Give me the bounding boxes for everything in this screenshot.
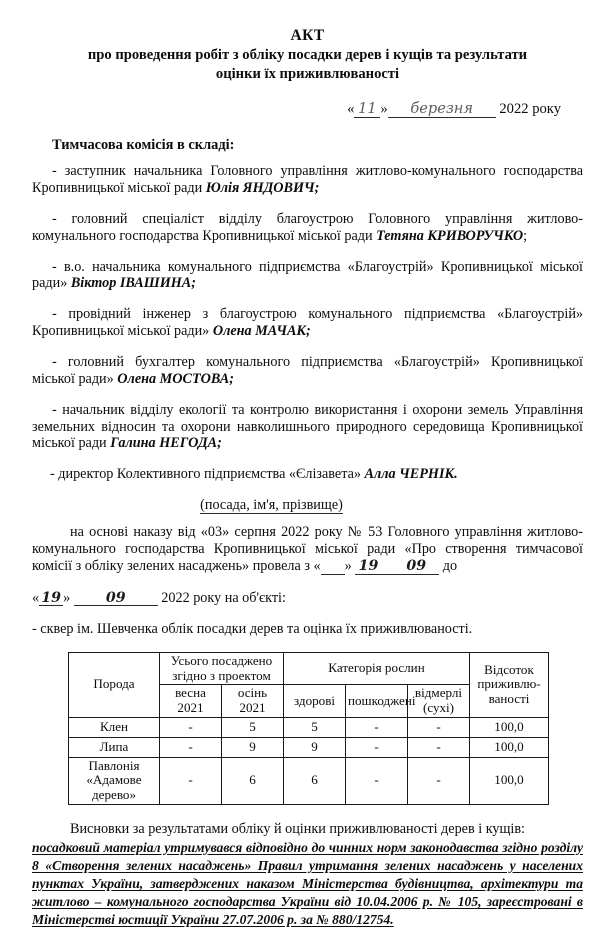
date-month-blank[interactable]: березня [388,101,496,117]
commission-member-2 [32,211,583,245]
table-row [69,717,549,737]
table-row [69,737,549,757]
period-from-month-field[interactable]: 09 [355,559,439,574]
cell-spring: - [160,737,222,757]
commission-member-3 [32,259,583,293]
cell-percent: 100,0 [470,737,549,757]
table-row [69,757,549,804]
order-text-part5: » [63,589,74,606]
object-description: - сквер ім. Шевченка облік посадки дерев та оцінка їх приживлюваності. [32,620,473,637]
order-paragraph-second-line [32,590,583,607]
order-text-part2: » [344,558,356,575]
cell-healthy: 9 [284,737,346,757]
conclusions-paragraph [32,821,583,930]
member-person-name: Галина НЕГОДА; [110,435,222,452]
period-to-day-field[interactable]: 19 [39,591,63,606]
cell-spring: - [160,757,222,804]
member-role-text: - начальник відділу екології та контролю використання і охорони земель Управління земельних відносин та охорони навколишнього природного середовища Кропивницької міської ради [32,401,583,452]
cell-healthy: 5 [284,717,346,737]
cell-dead: - [408,757,470,804]
cell-dead: - [408,717,470,737]
member-role-text: - провідний інженер з благоустрою комунального підприємства «Благоустрій» Кропивницької міської ради» [32,306,583,340]
cell-healthy: 6 [284,757,346,804]
member-person-name: Тетяна КРИВОРУЧКО [376,227,524,244]
member-role-text: - головний бухгалтер комунального підприємства «Благоустрій» Кропивницької міської ради» [32,354,583,387]
cell-spring: - [160,717,222,737]
order-text-part4: « [32,589,40,606]
planting-table [68,652,549,805]
table-body [69,717,549,804]
page-title: АКТ [290,27,325,44]
cell-autumn: 5 [222,717,284,737]
cell-autumn: 9 [222,737,284,757]
th-planted-group: Усього посаджено згідно з проектом [160,652,284,684]
period-to-month-field[interactable]: 09 [74,591,158,606]
commission-member-7 [32,466,583,483]
order-text-part6: 2022 року на об'єкті: [157,589,286,606]
cell-damaged: - [346,717,408,737]
commission-member-4 [32,306,583,340]
member-role-text: - в.о. начальника комунального підприємства «Благоустрій» Кропивницької міської ради» [32,258,583,292]
date-quote-open: « [347,101,355,118]
table-head [69,652,549,717]
th-species: Порода [69,652,160,717]
planting-table-wrapper [32,652,583,805]
commission-member-5 [32,354,583,388]
member-role-text: - заступник начальника Головного управління житлово-комунального господарства Кропивницької міської ради [32,163,583,197]
order-text-part3: до [439,558,458,575]
table-header-row-1 [69,652,549,684]
commission-member-6 [32,402,583,452]
order-text-part1: на основі наказу від «03» серпня 2022 року № 53 Головного управління житлово-комунального господарства Кропивницької міської ради «Про створення тимчасової комісії з обліку зелених насаджень» провела з « [32,524,583,575]
signature-caption-text: (посада, ім'я, прізвище) [200,497,343,514]
cell-damaged: - [346,737,408,757]
cell-species: Павлонія «Адамове дерево» [69,757,160,804]
title-block [32,0,583,84]
member-person-name: Олена МАЧАК; [212,323,311,340]
commission-member-1 [32,163,583,197]
commission-heading: Тимчасова комісія в складі: [52,137,235,154]
date-day-blank[interactable]: 11 [354,101,380,117]
period-from-day-field[interactable]: 19 [321,559,345,574]
cell-damaged: - [346,757,408,804]
th-dead: відмерлі (сухі) [408,685,470,717]
signature-caption [32,497,583,514]
cell-autumn: 6 [222,757,284,804]
date-year-label: 2022 року [499,101,561,118]
member-person-name: Юлія ЯНДОВИЧ; [205,180,320,197]
member-suffix: ; [523,227,528,244]
member-role-text: - головний спеціаліст відділу благоустрою Головного управління житлово-комунального господарства Кропивницької міської ради [32,211,583,244]
cell-percent: 100,0 [470,717,549,737]
document-subtitle: про проведення робіт з обліку посадки дерев і кущів та результати оцінки їх приживлюваності [87,47,528,83]
cell-percent: 100,0 [470,757,549,804]
cell-species: Липа [69,737,160,757]
th-autumn: осінь 2021 [222,685,284,717]
order-paragraph [32,524,583,575]
th-spring: весна 2021 [160,685,222,717]
member-person-name: Віктор ІВАШИНА; [70,275,196,292]
cell-species: Клен [69,717,160,737]
member-person-name: Олена МОСТОВА; [117,370,234,387]
th-healthy: здорові [284,685,346,717]
member-role-text: - директор Колективного підприємства «Єлізавета» [50,466,365,483]
conclusions-body: посадковий матеріал утримувався відповідно до чинних норм законодавства згідно розділу 8 «Створення зелених насаджень» Правил утримання зелених насаджень у населених пунктах України, затверджених наказом Міністерства будівництва, архітектури та житлово – комунального господарства України від 10.04.2006 р. № 105, зареєстровані в Міністерстві юстиції України 27.07.2006 р. за № 880/12754. [32,839,583,928]
th-damaged: пошкоджені [346,685,408,717]
member-person-name: Алла ЧЕРНІК. [364,466,458,483]
conclusions-lead: Висновки за результатами обліку й оцінки приживлюваності дерев і кущів: [70,820,525,837]
document-date-line [32,101,583,118]
cell-dead: - [408,737,470,757]
th-percent: Відсоток приживлю-ваності [470,652,549,717]
date-quote-close: » [380,101,388,118]
th-category-group: Категорія рослин [284,652,470,684]
